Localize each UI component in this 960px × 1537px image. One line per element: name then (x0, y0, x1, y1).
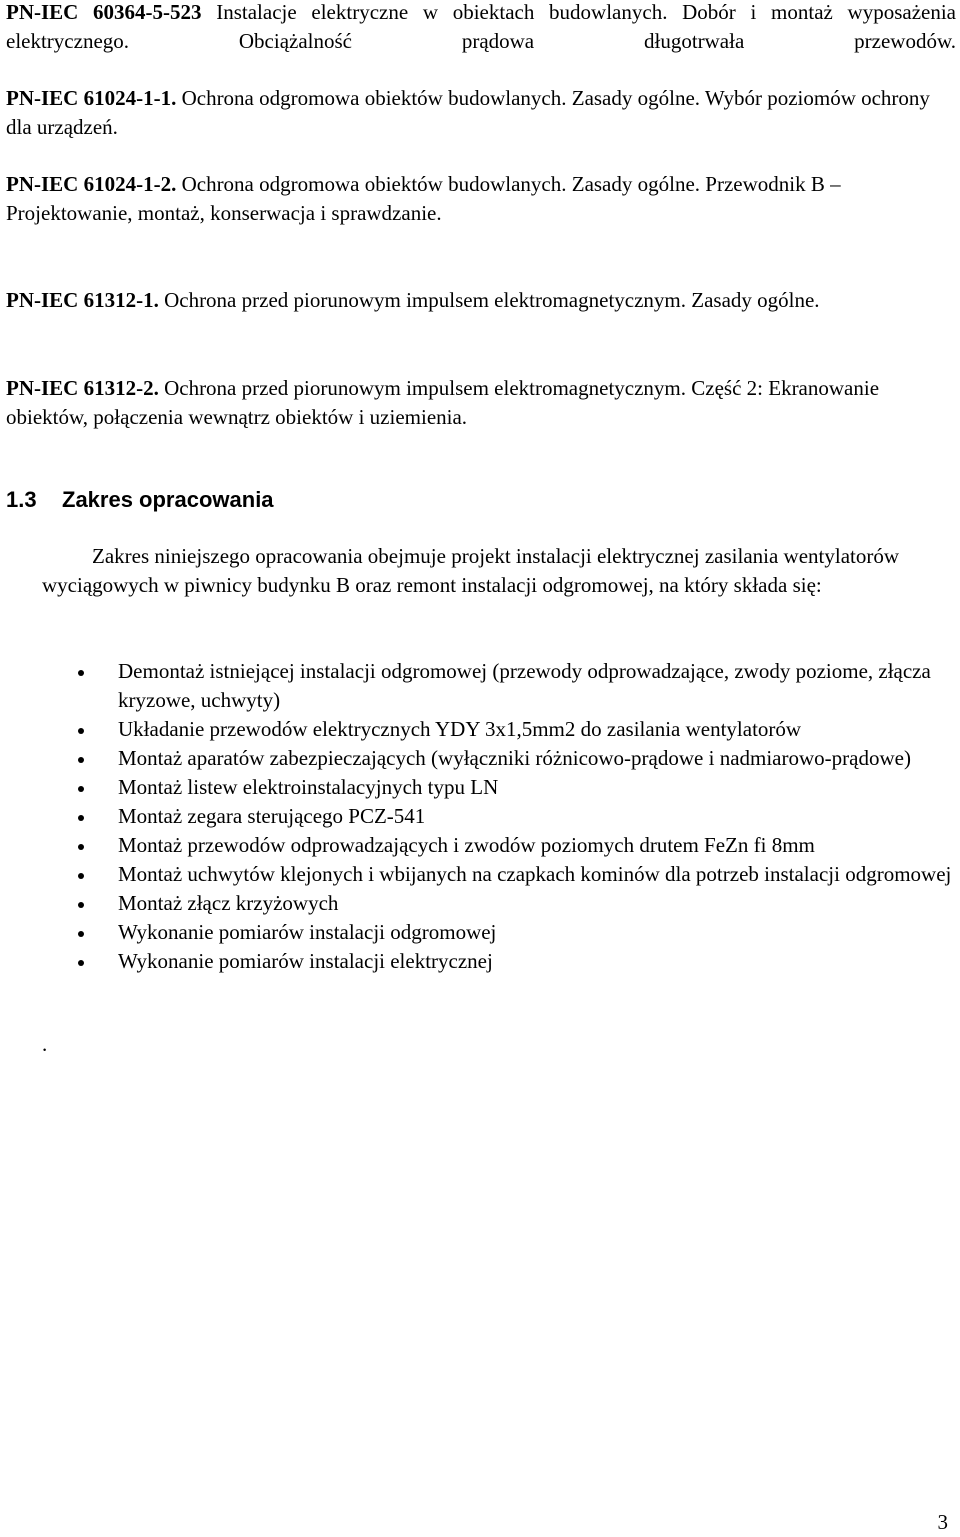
reference-code: PN-IEC 60364-5-523 (6, 0, 202, 24)
list-item-text: Montaż uchwytów klejonych i wbijanych na czapkach kominów dla potrzeb instalacji odgromowej (118, 862, 952, 886)
list-item-text: Wykonanie pomiarów instalacji odgromowej (118, 920, 497, 944)
bullet-icon (78, 786, 84, 792)
reference-code: PN-IEC 61312-2. (6, 376, 159, 400)
reference-text: Instalacje elektryczne w obiektach budowlanych. Dobór i montaż wyposażenia elektrycznego. Obciążalność prądowa długotrwała przewodów. (6, 0, 957, 53)
section-intro (42, 542, 950, 600)
section-number: 1.3 (6, 487, 37, 512)
reference-entry (6, 0, 956, 56)
reference-entry (6, 286, 956, 315)
list-item-text: Układanie przewodów elektrycznych YDY 3x1,5mm2 do zasilania wentylatorów (118, 717, 802, 741)
list-item (0, 744, 958, 773)
list-item (0, 773, 958, 802)
list-item-text: Montaż złącz krzyżowych (118, 891, 339, 915)
list-item-text: Montaż listew elektroinstalacyjnych typu LN (118, 775, 499, 799)
bullet-icon (78, 815, 84, 821)
reference-text: Ochrona odgromowa obiektów budowlanych. Zasady ogólne. Wybór poziomów ochrony dla urządzeń. (6, 86, 930, 139)
list-item (0, 889, 958, 918)
list-item (0, 918, 958, 947)
list-item (0, 831, 958, 860)
scope-list (0, 657, 960, 976)
section-title: Zakres opracowania (62, 487, 274, 512)
list-item-text: Demontaż istniejącej instalacji odgromowej (przewody odprowadzające, zwody poziome, złącza kryzowe, uchwyty) (118, 659, 931, 712)
list-item-text: Wykonanie pomiarów instalacji elektrycznej (118, 949, 493, 973)
list-item (0, 860, 958, 889)
reference-text: Ochrona przed piorunowym impulsem elektromagnetycznym. Część 2: Ekranowanie obiektów, połączenia wewnątrz obiektów i uziemienia. (6, 376, 880, 429)
reference-code: PN-IEC 61312-1. (6, 288, 159, 312)
section-heading (6, 487, 274, 513)
bullet-icon (78, 902, 84, 908)
reference-text: Ochrona odgromowa obiektów budowlanych. Zasady ogólne. Przewodnik B – Projektowanie, montaż, konserwacja i sprawdzanie. (6, 172, 841, 225)
list-item-text: Montaż zegara sterującego PCZ-541 (118, 804, 426, 828)
reference-code: PN-IEC 61024-1-2. (6, 172, 177, 196)
list-item-text: Montaż aparatów zabezpieczających (wyłączniki różnicowo-prądowe i nadmiarowo-prądowe) (118, 746, 911, 770)
section-intro-text: Zakres niniejszego opracowania obejmuje projekt instalacji elektrycznej zasilania wentylatorów wyciągowych w piwnicy budynku B oraz remont instalacji odgromowej, na który składa się: (42, 544, 900, 597)
list-item (0, 947, 958, 976)
trailing-period: . (42, 1032, 48, 1056)
list-item (0, 802, 958, 831)
bullet-icon (78, 960, 84, 966)
page-number: 3 (937, 1510, 948, 1534)
list-item (0, 715, 958, 744)
list-item (0, 657, 958, 715)
reference-text: Ochrona przed piorunowym impulsem elektromagnetycznym. Zasady ogólne. (164, 288, 820, 312)
reference-entry (6, 374, 956, 432)
list-item-text: Montaż przewodów odprowadzających i zwodów poziomych drutem FeZn fi 8mm (118, 833, 815, 857)
bullet-icon (78, 873, 84, 879)
reference-entry (6, 84, 956, 142)
bullet-icon (78, 757, 84, 763)
reference-code: PN-IEC 61024-1-1. (6, 86, 177, 110)
bullet-icon (78, 728, 84, 734)
reference-entry (6, 170, 956, 228)
bullet-icon (78, 844, 84, 850)
bullet-icon (78, 931, 84, 937)
bullet-icon (78, 670, 84, 676)
